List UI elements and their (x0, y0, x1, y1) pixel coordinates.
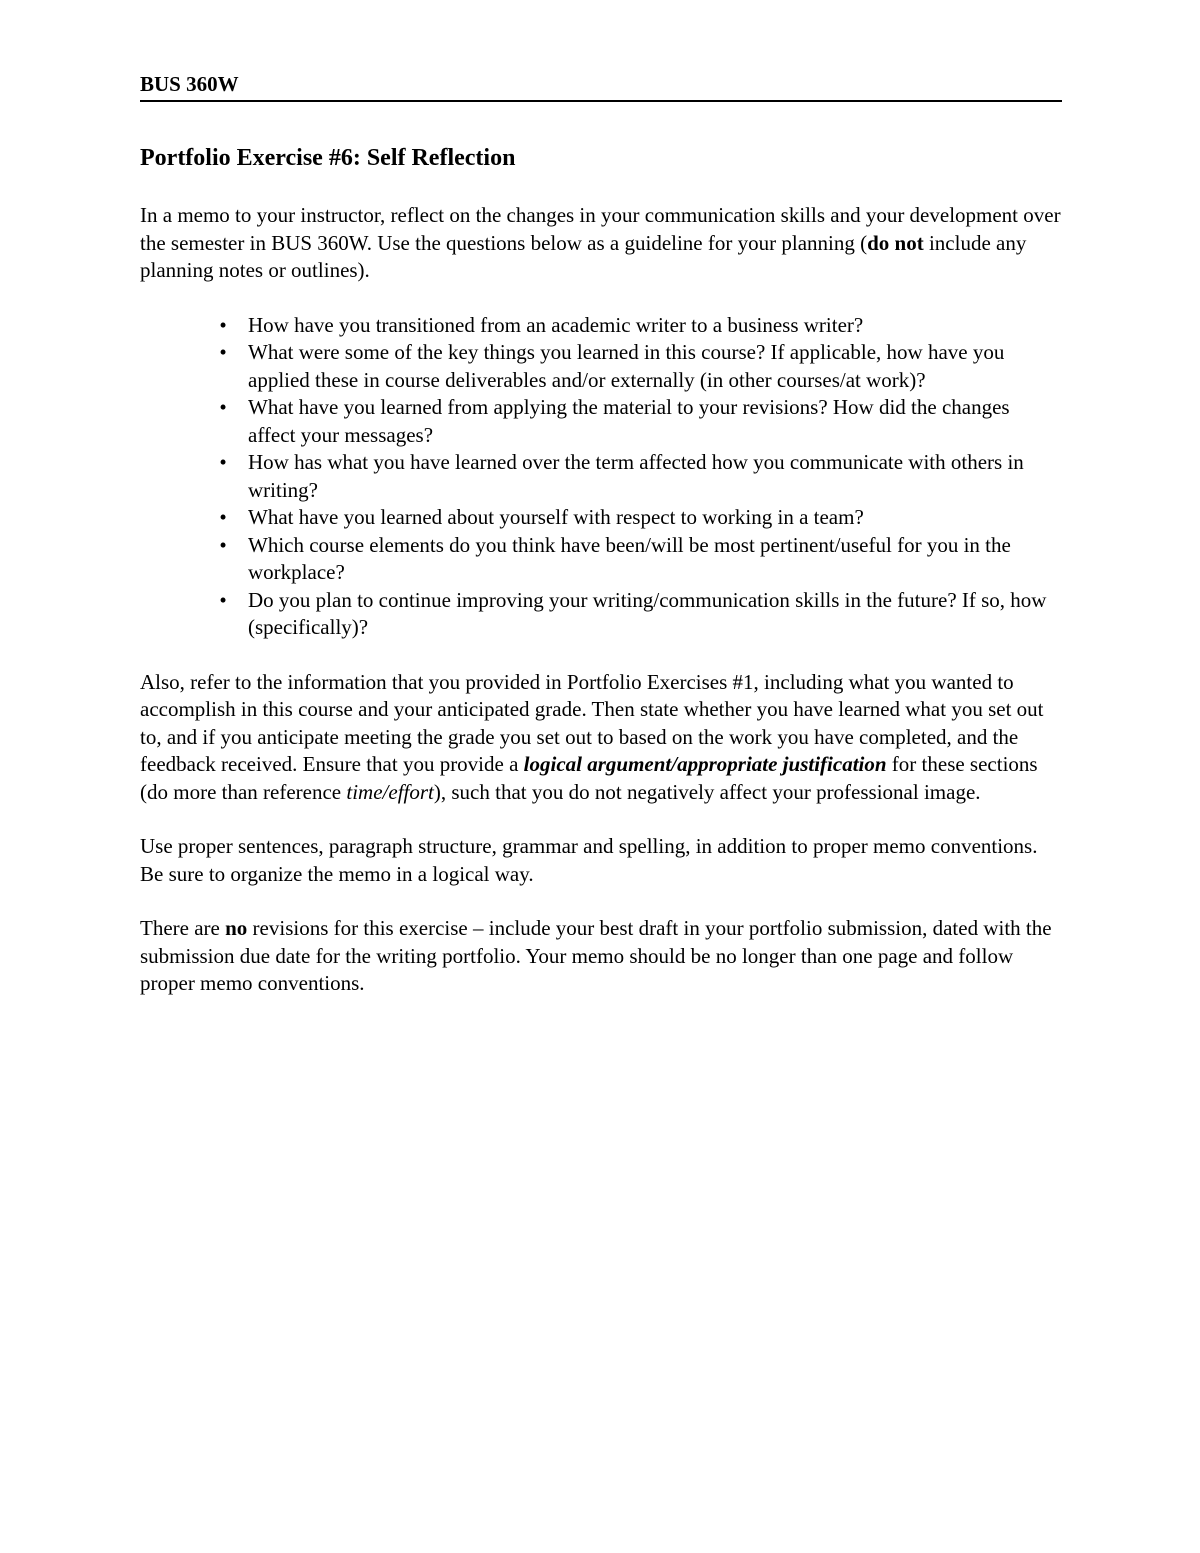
list-item (140, 312, 1062, 340)
revisions-text-part2: revisions for this exercise – include your best draft in your portfolio submission, dated with the submission due date for the writing portfolio. Your memo should be no longer than one page and follow proper memo conventions. (140, 916, 1052, 995)
bullet-icon: • (219, 450, 227, 474)
also-text-part1: Also, refer to the information that you provided in Portfolio Exercises #1, including what you wanted to accomplish in this course and your anticipated grade. Then state whether you have learned what you set out to, and if you anticipate meeting the grade you set out to based on the work you have completed, and the feedback received. Ensure that you provide a (140, 669, 1044, 776)
question-text: How have you transitioned from an academic writer to a business writer? (248, 312, 864, 337)
list-item (140, 449, 1062, 504)
question-text: Do you plan to continue improving your writing/communication skills in the future? If so, how (specifically)? (248, 587, 1047, 639)
intro-emphasis: do not (867, 230, 924, 255)
also-emphasis-time-effort: time/effort (346, 779, 434, 804)
page-header (140, 70, 1062, 102)
conventions-paragraph: Use proper sentences, paragraph structure, grammar and spelling, in addition to proper memo conventions. Be sure to organize the memo in a logical way. (140, 834, 1038, 886)
intro-text-part2: include any planning notes or outlines). (140, 230, 1027, 282)
intro-text-part1: In a memo to your instructor, reflect on the changes in your communication skills and your development over the semester in BUS 360W. Use the questions below as a guideline for your planning ( (140, 203, 1061, 255)
bullet-icon: • (219, 587, 227, 612)
list-item (140, 532, 1062, 587)
also-paragraph (140, 669, 1062, 807)
also-emphasis-justification: logical argument/appropriate justification (523, 752, 887, 776)
document-body (140, 142, 1062, 1025)
question-text: What have you learned about yourself with respect to working in a team? (248, 505, 864, 529)
question-text: Which course elements do you think have been/will be most pertinent/useful for you in the workplace? (248, 532, 1011, 584)
list-item (140, 394, 1062, 449)
bullet-icon: • (219, 505, 227, 529)
list-item (140, 339, 1062, 394)
list-item (140, 504, 1062, 532)
bullet-icon: • (219, 395, 227, 419)
revisions-text-part1: There are (140, 916, 226, 940)
exercise-title: Portfolio Exercise #6: Self Reflection (140, 145, 516, 171)
course-code: BUS 360W (140, 72, 239, 96)
bullet-icon: • (219, 340, 227, 364)
bullet-icon: • (219, 312, 227, 337)
intro-paragraph (140, 202, 1062, 285)
bullet-icon: • (219, 532, 227, 557)
also-text-part3: ), such that you do not negatively affect your professional image. (433, 779, 981, 804)
also-text-part2: for these sections (do more than reference (140, 752, 1038, 804)
revisions-emphasis: no (225, 916, 248, 940)
question-text: What were some of the key things you learned in this course? If applicable, how have you applied these in course deliverables and/or externally (in other courses/at work)? (248, 340, 1005, 392)
revisions-paragraph (140, 915, 1062, 998)
list-item (140, 587, 1062, 642)
question-list (140, 312, 1062, 642)
question-text: How has what you have learned over the term affected how you communicate with others in writing? (248, 450, 1024, 502)
question-text: What have you learned from applying the material to your revisions? How did the changes affect your messages? (248, 395, 1010, 447)
